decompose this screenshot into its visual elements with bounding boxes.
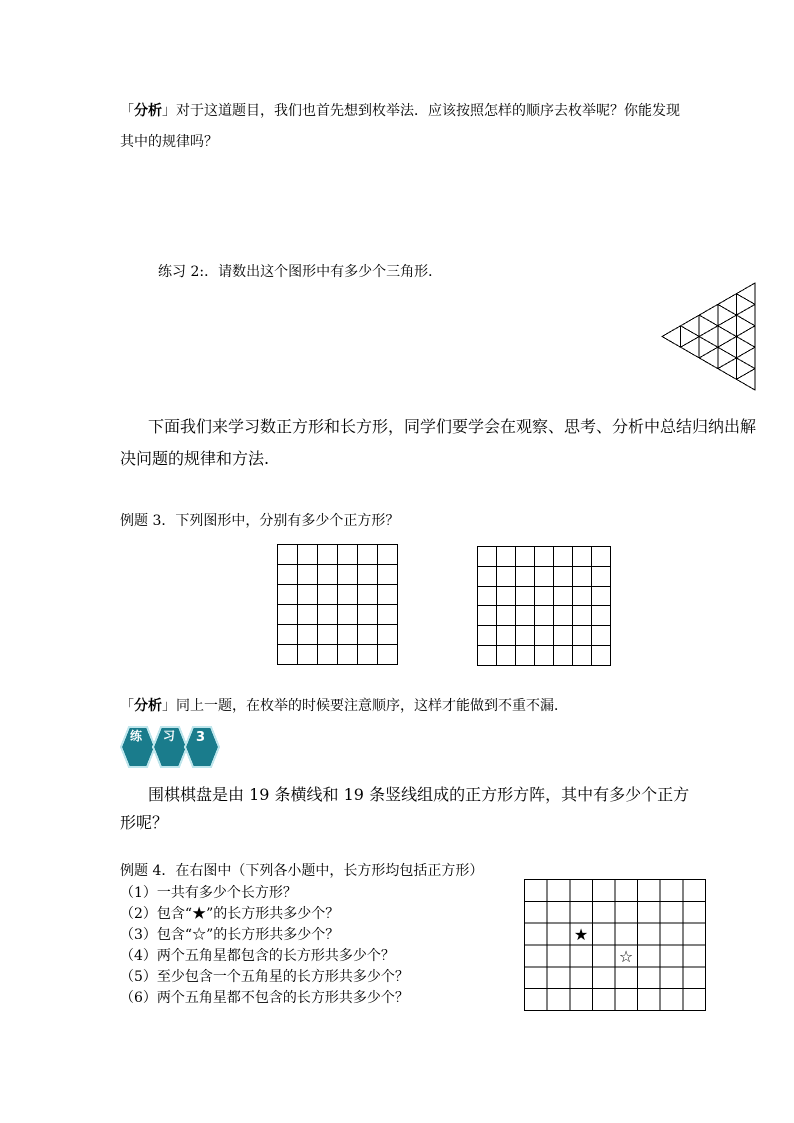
example-4-question-4: （4）两个五角星都包含的长方形共多少个？ [120,948,395,964]
example-4-question-5: （5）至少包含一个五角星的长方形共多少个？ [120,969,409,985]
badge-label-2: 习 [163,729,176,743]
filled-star-icon: ★ [573,925,589,944]
example-4-question-2: （2）包含“★”的长方形共多少个？ [120,906,340,922]
square-grid-right [476,545,612,667]
analysis-line-2: 其中的规律吗？ [120,134,218,150]
analysis-tag: 分析 [134,103,162,119]
example-4-question-3: （3）包含“☆”的长方形共多少个？ [120,927,340,943]
example-3-text: 例题 3．下列图形中，分别有多少个正方形？ [120,513,400,529]
analysis-tag-2: 分析 [134,698,162,714]
analysis-paragraph-1: 「分析」对于这道题目，我们也首先想到枚举法．应该按照怎样的顺序去枚举呢？你能发现 [120,103,680,119]
rectangle-grid [523,878,708,1014]
example-4-question-1: （1）一共有多少个长方形？ [120,885,297,901]
intro-line-2: 决问题的规律和方法. [120,449,270,468]
example-4-question-6: （6）两个五角星都不包含的长方形共多少个？ [120,990,409,1006]
square-grid-left [276,543,400,667]
exercise-3-line-1: 围棋棋盘是由 19 条横线和 19 条竖线组成的正方形方阵，其中有多少个正方 [148,785,690,804]
exercise-badge [118,723,222,771]
outline-star-icon: ☆ [618,947,634,966]
badge-label-3: 3 [196,730,206,745]
exercise-3-line-2: 形呢？ [120,813,169,832]
intro-line-1: 下面我们来学习数正方形和长方形，同学们要学会在观察、思考、分析中总结归纳出解 [148,417,757,436]
triangle-figure [660,282,758,392]
analysis-line-1: 对于这道题目，我们也首先想到枚举法．应该按照怎样的顺序去枚举呢？你能发现 [176,103,680,119]
exercise-2-text: 练习 2:．请数出这个图形中有多少个三角形． [158,264,443,280]
badge-label-1: 练 [130,729,143,743]
example-4-title: 例题 4．在右图中（下列各小题中，长方形均包括正方形） [120,863,484,879]
analysis-paragraph-2: 「分析」同上一题，在枚举的时候要注意顺序，这样才能做到不重不漏． [120,698,568,714]
analysis-2-text: 同上一题，在枚举的时候要注意顺序，这样才能做到不重不漏． [176,698,568,714]
